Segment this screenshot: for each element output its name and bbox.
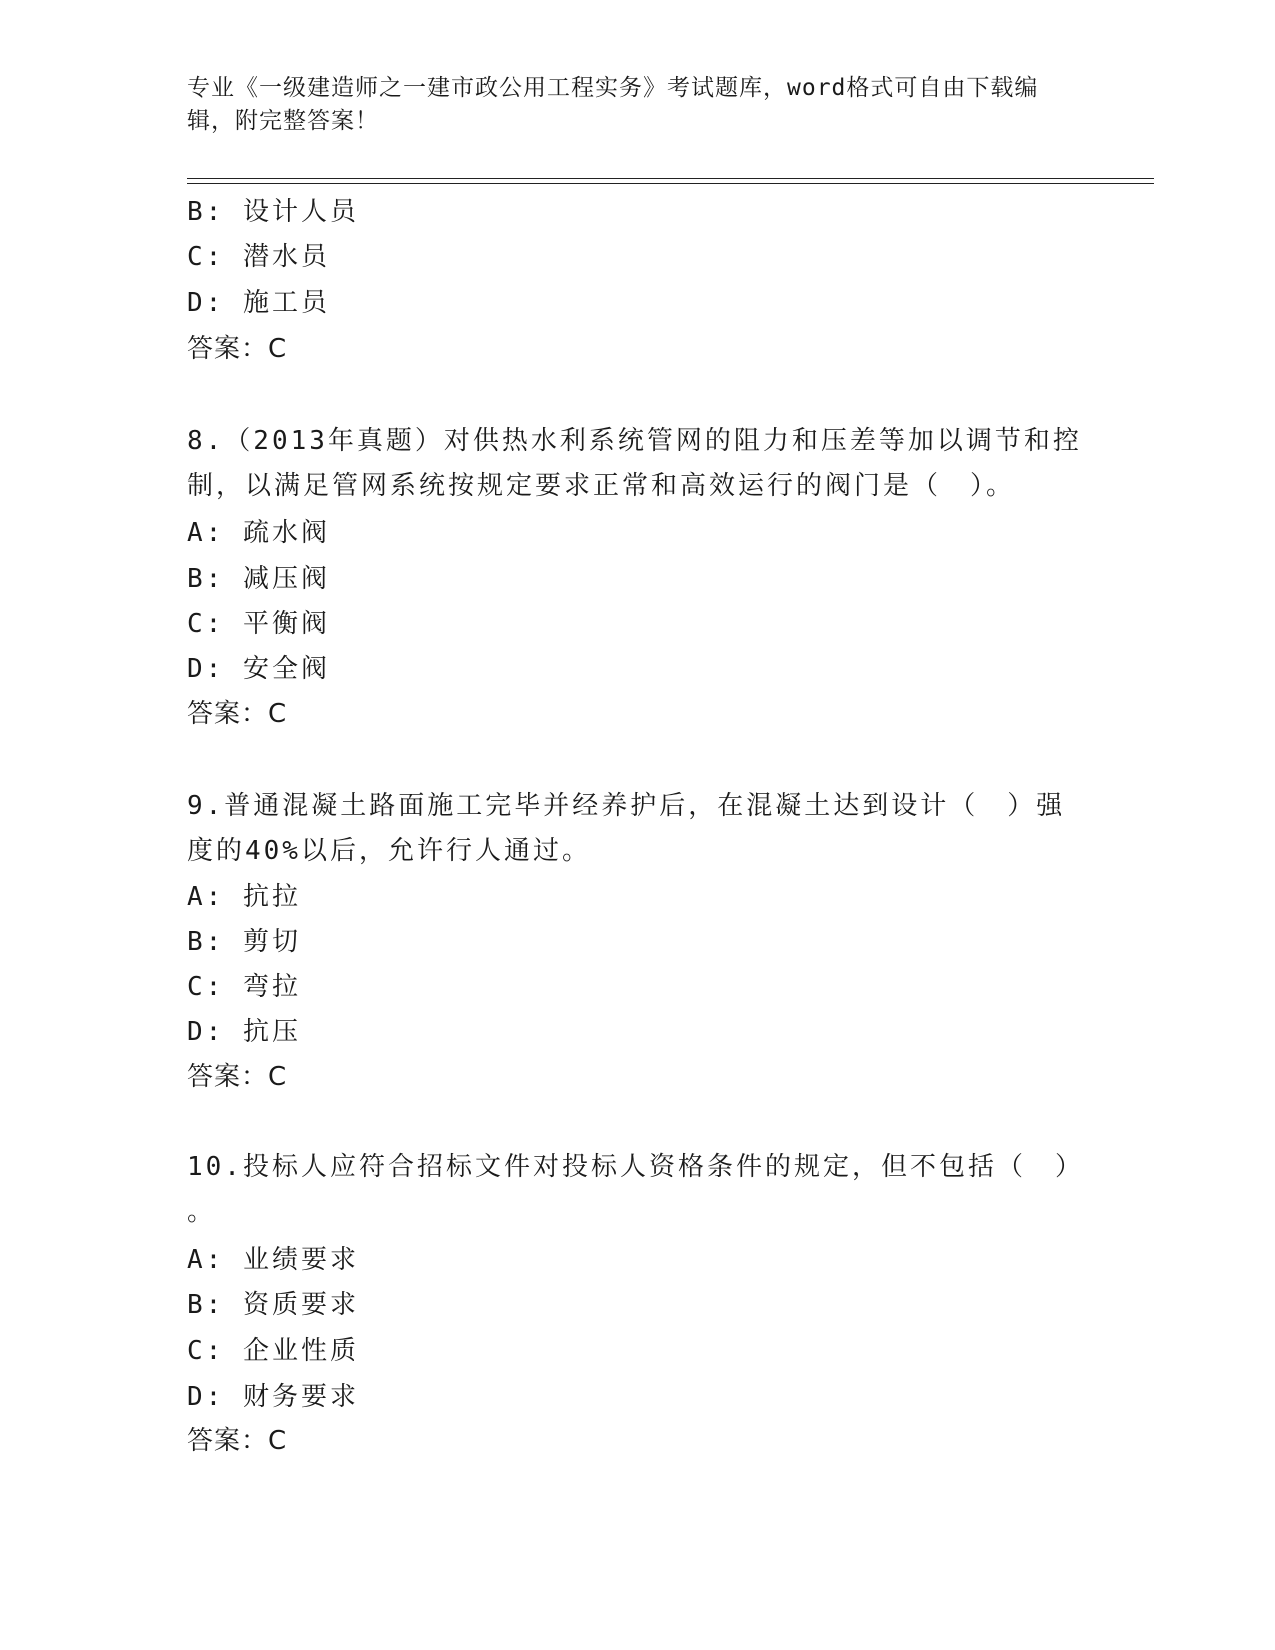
q10-option-c: C: 企业性质: [187, 1336, 359, 1366]
q7-option-c: C: 潜水员: [187, 242, 330, 272]
q8-stem-line-1: 8.（2013年真题）对供热水利系统管网的阻力和压差等加以调节和控: [187, 426, 1082, 456]
q8-option-b: B: 减压阀: [187, 564, 330, 594]
q10-answer: 答案：C: [187, 1426, 288, 1456]
q10-option-b: B: 资质要求: [187, 1290, 359, 1320]
q9-option-c: C: 弯拉: [187, 972, 301, 1002]
q7-option-b: B: 设计人员: [187, 197, 359, 227]
q9-answer: 答案：C: [187, 1062, 288, 1092]
q10-option-d: D: 财务要求: [187, 1382, 359, 1412]
q8-option-d: D: 安全阀: [187, 654, 330, 684]
header-line-2: 辑，附完整答案！: [187, 108, 379, 134]
q10-option-a: A: 业绩要求: [187, 1245, 359, 1275]
q10-stem-line-1: 10.投标人应符合招标文件对投标人资格条件的规定，但不包括（ ）: [187, 1152, 1084, 1182]
header-line-1: 专业《一级建造师之一建市政公用工程实务》考试题库，word格式可自由下载编: [187, 75, 1039, 101]
q9-option-b: B: 剪切: [187, 927, 301, 957]
q9-option-d: D: 抗压: [187, 1017, 301, 1047]
header-divider-bottom: [187, 183, 1154, 184]
document-header: [187, 72, 1067, 138]
q8-option-c: C: 平衡阀: [187, 609, 330, 639]
q9-stem-line-1: 9.普通混凝土路面施工完毕并经养护后，在混凝土达到设计（ ）强: [187, 791, 1066, 821]
q8-answer: 答案：C: [187, 699, 288, 729]
header-divider-top: [187, 178, 1154, 179]
q8-stem-line-2: 制，以满足管网系统按规定要求正常和高效运行的阀门是（ ）。: [187, 471, 1016, 501]
q9-stem-line-2: 度的40%以后，允许行人通过。: [187, 836, 591, 866]
q9-option-a: A: 抗拉: [187, 882, 301, 912]
q7-answer: 答案：C: [187, 334, 288, 364]
q7-option-d: D: 施工员: [187, 288, 330, 318]
q8-option-a: A: 疏水阀: [187, 518, 330, 548]
q10-stem-line-2: 。: [187, 1197, 217, 1227]
